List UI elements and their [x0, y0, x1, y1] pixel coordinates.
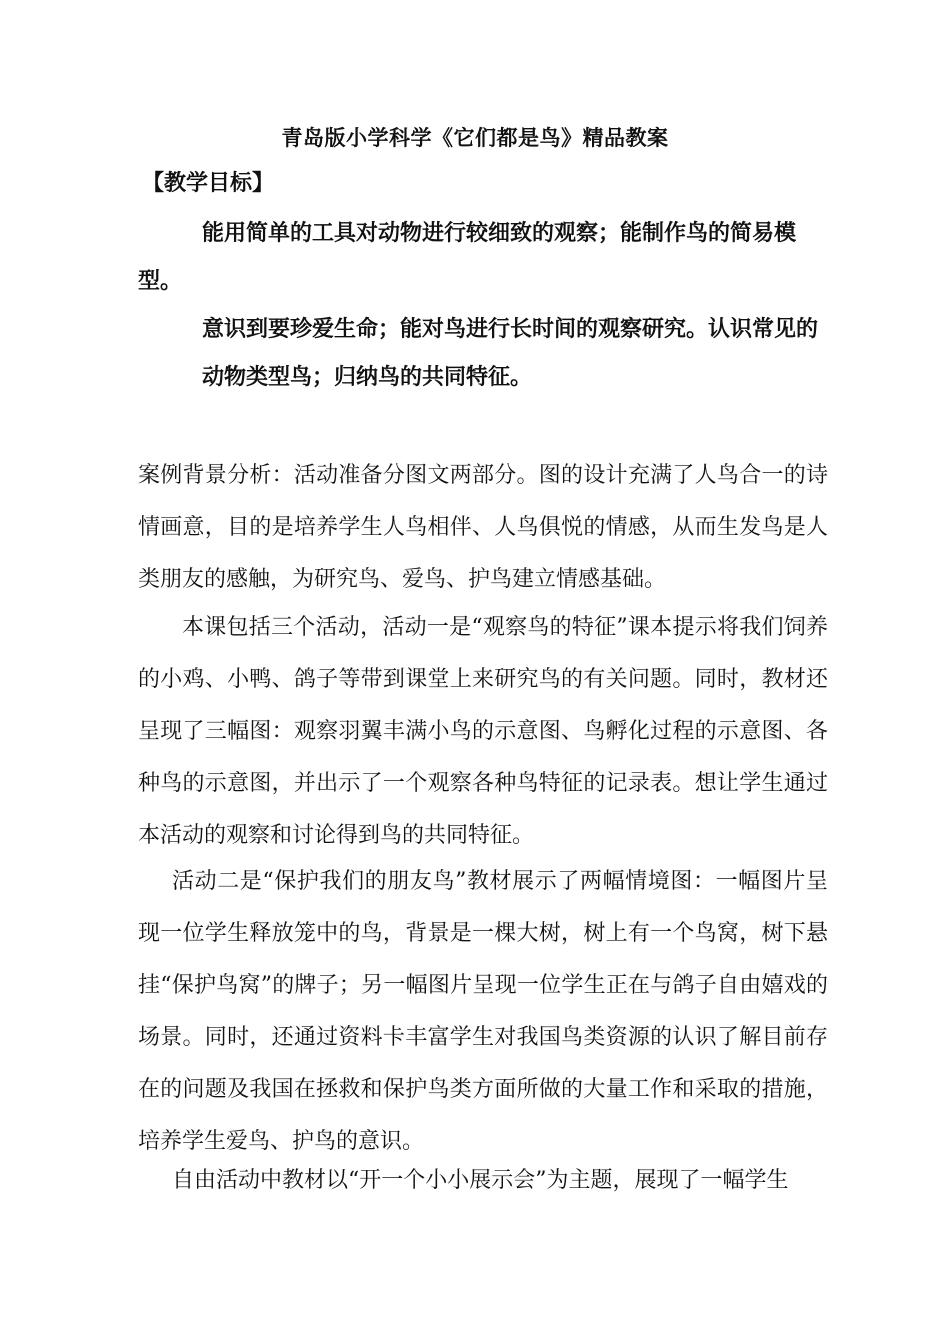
document-title: 青岛版小学科学《它们都是鸟》精品教案	[281, 126, 669, 150]
objectives-heading: 【教学目标】	[142, 171, 275, 196]
free-activity-paragraph: 自由活动中教材以“开一个小小展示会”为主题，展现了一幅学生	[172, 1168, 789, 1193]
objective-item: 意识到要珍爱生命；能对鸟进行长时间的观察研究。认识常见的动物类型鸟；归纳鸟的共同特征。	[202, 317, 819, 390]
activity-one-paragraph: 本课包括三个活动，活动一是“观察鸟的特征”课本提示将我们饲养的小鸡、小鸭、鸽子等带到课堂上来研究鸟的有关问题。同时，教材还呈现了三幅图：观察羽翼丰满小鸟的示意图、鸟孵化过程的示意图、各种鸟的示意图，并出示了一个观察各种鸟特征的记录表。想让学生通过本活动的观察和讨论得到鸟的共同特征。	[138, 615, 828, 848]
activity-two-paragraph: 活动二是“保护我们的朋友鸟”教材展示了两幅情境图：一幅图片呈现一位学生释放笼中的鸟，背景是一棵大树，树上有一个鸟窝，树下悬挂“保护鸟窝”的牌子；另一幅图片呈现一位学生正在与鸽子自由嬉戏的场景。同时，还通过资料卡丰富学生对我国鸟类资源的认识了解目前存在的问题及我国在拯救和保护鸟类方面所做的大量工作和采取的措施，培养学生爱鸟、护鸟的意识。	[138, 869, 828, 1154]
background-analysis-paragraph: 案例背景分析：活动准备分图文两部分。图的设计充满了人鸟合一的诗情画意，目的是培养学生人鸟相伴、人鸟俱悦的情感，从而生发鸟是人类朋友的感触，为研究鸟、爱鸟、护鸟建立情感基础。	[138, 463, 828, 592]
objective-item: 能用简单的工具对动物进行较细致的观察；能制作鸟的简易模型。	[138, 221, 797, 294]
